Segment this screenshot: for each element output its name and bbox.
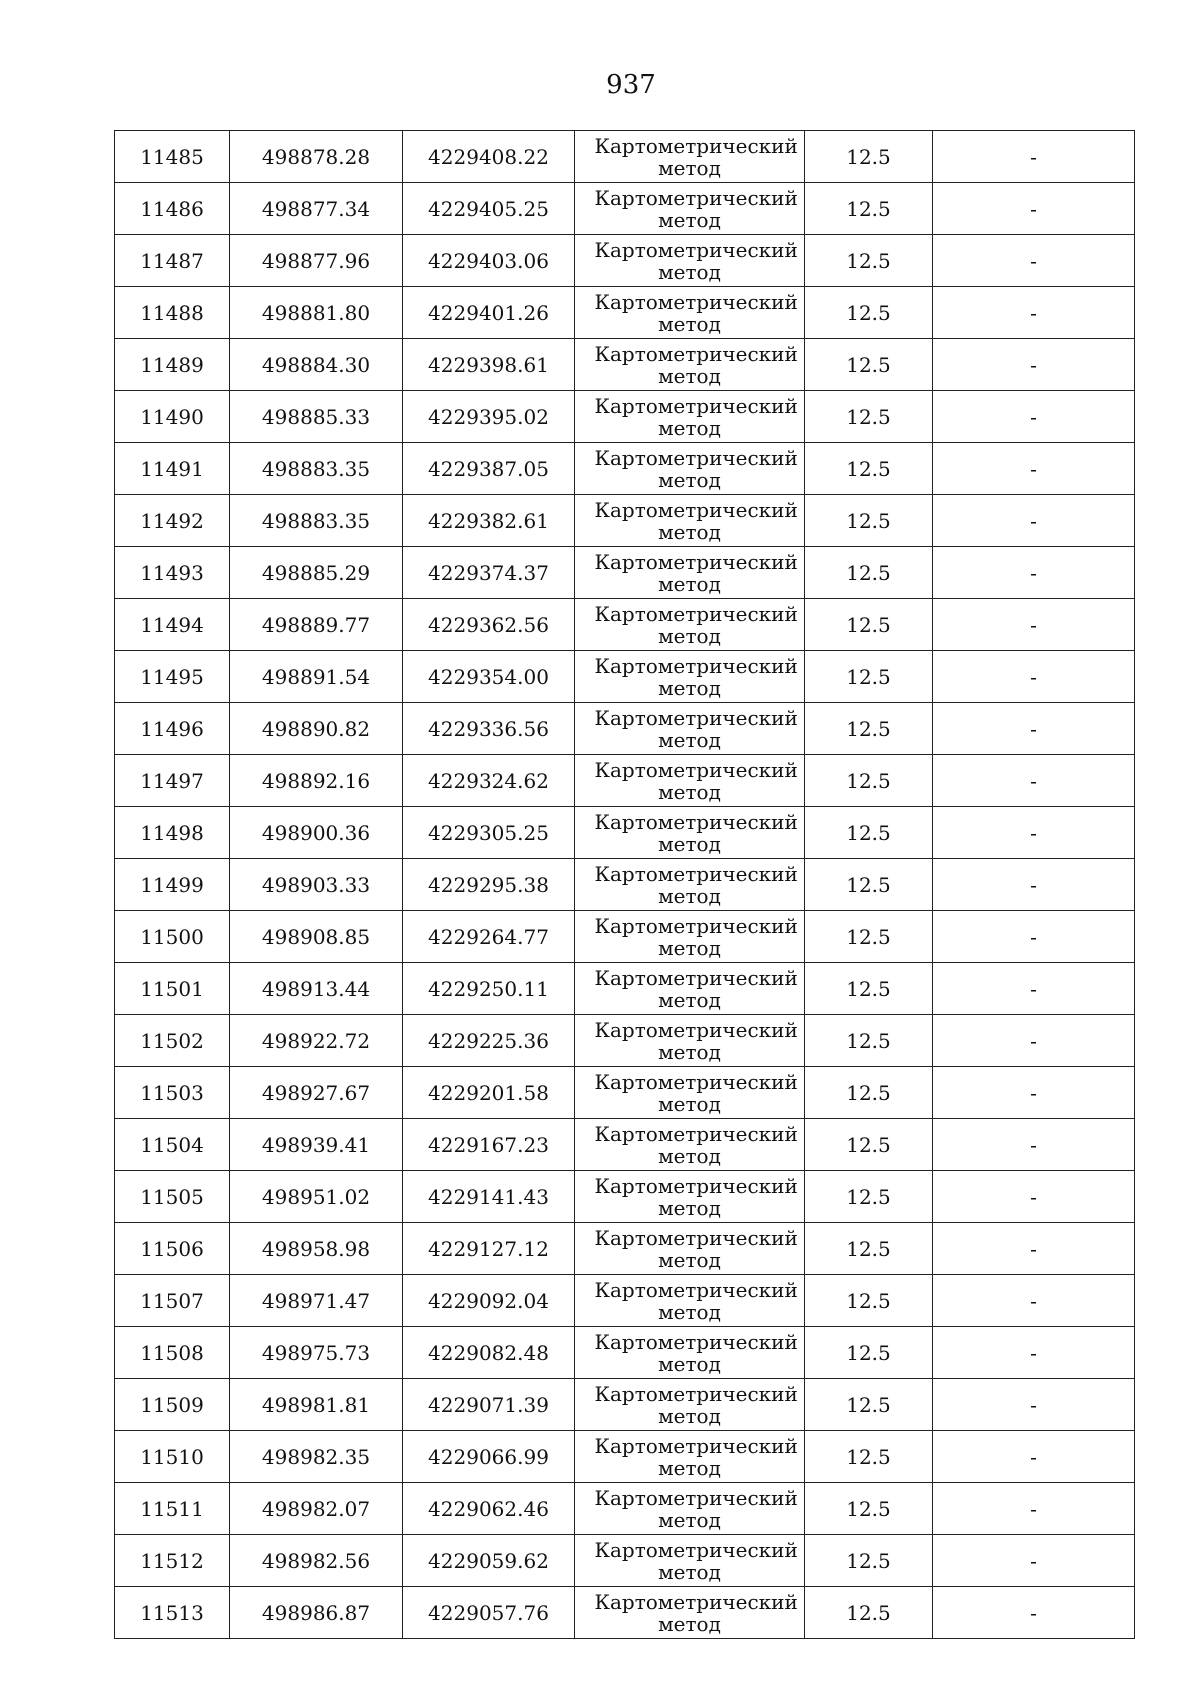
- x-coordinate-cell: 498877.34: [230, 183, 403, 235]
- point-number-cell: 11505: [115, 1171, 230, 1223]
- note-cell: -: [933, 1327, 1135, 1379]
- x-coordinate-cell: 498982.35: [230, 1431, 403, 1483]
- accuracy-cell: 12.5: [805, 391, 933, 443]
- accuracy-cell: 12.5: [805, 1067, 933, 1119]
- table-row: [115, 339, 1135, 391]
- table-row: [115, 1379, 1135, 1431]
- x-coordinate-cell: 498878.28: [230, 131, 403, 183]
- point-number-cell: 11496: [115, 703, 230, 755]
- method-cell: [575, 1431, 805, 1483]
- x-coordinate-cell: 498892.16: [230, 755, 403, 807]
- table-row: [115, 1067, 1135, 1119]
- accuracy-cell: 12.5: [805, 651, 933, 703]
- method-text: Картометрический метод: [594, 1121, 798, 1168]
- y-coordinate-cell: 4229382.61: [403, 495, 575, 547]
- accuracy-cell: 12.5: [805, 339, 933, 391]
- table-row: [115, 1431, 1135, 1483]
- method-text: Картометрический метод: [594, 757, 798, 804]
- y-coordinate-cell: 4229264.77: [403, 911, 575, 963]
- method-text: Картометрический метод: [594, 653, 798, 700]
- accuracy-cell: 12.5: [805, 547, 933, 599]
- accuracy-cell: 12.5: [805, 443, 933, 495]
- coordinates-table: [114, 130, 1135, 1639]
- y-coordinate-cell: 4229225.36: [403, 1015, 575, 1067]
- note-cell: -: [933, 1587, 1135, 1639]
- x-coordinate-cell: 498877.96: [230, 235, 403, 287]
- accuracy-cell: 12.5: [805, 287, 933, 339]
- accuracy-cell: 12.5: [805, 1535, 933, 1587]
- method-cell: [575, 1067, 805, 1119]
- table-row: [115, 183, 1135, 235]
- x-coordinate-cell: 498883.35: [230, 495, 403, 547]
- accuracy-cell: 12.5: [805, 599, 933, 651]
- method-cell: [575, 1171, 805, 1223]
- x-coordinate-cell: 498890.82: [230, 703, 403, 755]
- method-text: Картометрический метод: [594, 1173, 798, 1220]
- point-number-cell: 11507: [115, 1275, 230, 1327]
- point-number-cell: 11485: [115, 131, 230, 183]
- note-cell: -: [933, 391, 1135, 443]
- x-coordinate-cell: 498981.81: [230, 1379, 403, 1431]
- method-cell: [575, 599, 805, 651]
- note-cell: -: [933, 131, 1135, 183]
- x-coordinate-cell: 498939.41: [230, 1119, 403, 1171]
- y-coordinate-cell: 4229405.25: [403, 183, 575, 235]
- x-coordinate-cell: 498903.33: [230, 859, 403, 911]
- y-coordinate-cell: 4229250.11: [403, 963, 575, 1015]
- method-text: Картометрический метод: [594, 1433, 798, 1480]
- y-coordinate-cell: 4229141.43: [403, 1171, 575, 1223]
- y-coordinate-cell: 4229362.56: [403, 599, 575, 651]
- point-number-cell: 11504: [115, 1119, 230, 1171]
- method-cell: [575, 183, 805, 235]
- point-number-cell: 11500: [115, 911, 230, 963]
- point-number-cell: 11491: [115, 443, 230, 495]
- note-cell: -: [933, 1431, 1135, 1483]
- method-cell: [575, 755, 805, 807]
- table-row: [115, 703, 1135, 755]
- x-coordinate-cell: 498913.44: [230, 963, 403, 1015]
- accuracy-cell: 12.5: [805, 807, 933, 859]
- y-coordinate-cell: 4229062.46: [403, 1483, 575, 1535]
- note-cell: -: [933, 1171, 1135, 1223]
- method-text: Картометрический метод: [594, 965, 798, 1012]
- point-number-cell: 11486: [115, 183, 230, 235]
- note-cell: -: [933, 599, 1135, 651]
- point-number-cell: 11511: [115, 1483, 230, 1535]
- method-text: Картометрический метод: [594, 497, 798, 544]
- accuracy-cell: 12.5: [805, 131, 933, 183]
- x-coordinate-cell: 498900.36: [230, 807, 403, 859]
- note-cell: -: [933, 807, 1135, 859]
- method-cell: [575, 443, 805, 495]
- table-row: [115, 1119, 1135, 1171]
- y-coordinate-cell: 4229403.06: [403, 235, 575, 287]
- point-number-cell: 11494: [115, 599, 230, 651]
- method-cell: [575, 287, 805, 339]
- note-cell: -: [933, 495, 1135, 547]
- note-cell: -: [933, 1275, 1135, 1327]
- method-text: Картометрический метод: [594, 1017, 798, 1064]
- accuracy-cell: 12.5: [805, 235, 933, 287]
- y-coordinate-cell: 4229092.04: [403, 1275, 575, 1327]
- method-cell: [575, 963, 805, 1015]
- accuracy-cell: 12.5: [805, 1431, 933, 1483]
- table-row: [115, 599, 1135, 651]
- y-coordinate-cell: 4229127.12: [403, 1223, 575, 1275]
- method-cell: [575, 703, 805, 755]
- method-cell: [575, 1483, 805, 1535]
- point-number-cell: 11489: [115, 339, 230, 391]
- point-number-cell: 11502: [115, 1015, 230, 1067]
- table-row: [115, 1587, 1135, 1639]
- table-row: [115, 235, 1135, 287]
- note-cell: -: [933, 443, 1135, 495]
- method-text: Картометрический метод: [594, 601, 798, 648]
- note-cell: -: [933, 651, 1135, 703]
- method-text: Картометрический метод: [594, 861, 798, 908]
- y-coordinate-cell: 4229401.26: [403, 287, 575, 339]
- point-number-cell: 11513: [115, 1587, 230, 1639]
- accuracy-cell: 12.5: [805, 755, 933, 807]
- method-cell: [575, 339, 805, 391]
- method-text: Картометрический метод: [594, 341, 798, 388]
- y-coordinate-cell: 4229408.22: [403, 131, 575, 183]
- accuracy-cell: 12.5: [805, 1379, 933, 1431]
- point-number-cell: 11501: [115, 963, 230, 1015]
- page-number: 937: [606, 70, 656, 100]
- note-cell: -: [933, 339, 1135, 391]
- table-row: [115, 1327, 1135, 1379]
- y-coordinate-cell: 4229395.02: [403, 391, 575, 443]
- accuracy-cell: 12.5: [805, 911, 933, 963]
- method-text: Картометрический метод: [594, 1381, 798, 1428]
- accuracy-cell: 12.5: [805, 183, 933, 235]
- x-coordinate-cell: 498889.77: [230, 599, 403, 651]
- table-body: [115, 131, 1135, 1639]
- y-coordinate-cell: 4229324.62: [403, 755, 575, 807]
- method-cell: [575, 235, 805, 287]
- method-cell: [575, 1379, 805, 1431]
- table-row: [115, 1535, 1135, 1587]
- y-coordinate-cell: 4229374.37: [403, 547, 575, 599]
- y-coordinate-cell: 4229354.00: [403, 651, 575, 703]
- table-row: [115, 131, 1135, 183]
- x-coordinate-cell: 498883.35: [230, 443, 403, 495]
- method-cell: [575, 547, 805, 599]
- accuracy-cell: 12.5: [805, 859, 933, 911]
- point-number-cell: 11509: [115, 1379, 230, 1431]
- method-text: Картометрический метод: [594, 393, 798, 440]
- method-text: Картометрический метод: [594, 549, 798, 596]
- y-coordinate-cell: 4229336.56: [403, 703, 575, 755]
- y-coordinate-cell: 4229305.25: [403, 807, 575, 859]
- y-coordinate-cell: 4229066.99: [403, 1431, 575, 1483]
- table-row: [115, 807, 1135, 859]
- method-cell: [575, 391, 805, 443]
- point-number-cell: 11495: [115, 651, 230, 703]
- method-text: Картометрический метод: [594, 289, 798, 336]
- x-coordinate-cell: 498971.47: [230, 1275, 403, 1327]
- table-row: [115, 651, 1135, 703]
- method-text: Картометрический метод: [594, 1537, 798, 1584]
- point-number-cell: 11510: [115, 1431, 230, 1483]
- method-cell: [575, 1015, 805, 1067]
- y-coordinate-cell: 4229387.05: [403, 443, 575, 495]
- x-coordinate-cell: 498986.87: [230, 1587, 403, 1639]
- note-cell: -: [933, 963, 1135, 1015]
- note-cell: -: [933, 1379, 1135, 1431]
- accuracy-cell: 12.5: [805, 1015, 933, 1067]
- y-coordinate-cell: 4229057.76: [403, 1587, 575, 1639]
- accuracy-cell: 12.5: [805, 1171, 933, 1223]
- method-text: Картометрический метод: [594, 133, 798, 180]
- table-row: [115, 963, 1135, 1015]
- point-number-cell: 11493: [115, 547, 230, 599]
- note-cell: -: [933, 1223, 1135, 1275]
- accuracy-cell: 12.5: [805, 963, 933, 1015]
- table-row: [115, 1223, 1135, 1275]
- method-text: Картометрический метод: [594, 237, 798, 284]
- point-number-cell: 11490: [115, 391, 230, 443]
- x-coordinate-cell: 498982.56: [230, 1535, 403, 1587]
- x-coordinate-cell: 498881.80: [230, 287, 403, 339]
- point-number-cell: 11499: [115, 859, 230, 911]
- point-number-cell: 11503: [115, 1067, 230, 1119]
- method-cell: [575, 1223, 805, 1275]
- note-cell: -: [933, 235, 1135, 287]
- x-coordinate-cell: 498891.54: [230, 651, 403, 703]
- y-coordinate-cell: 4229071.39: [403, 1379, 575, 1431]
- y-coordinate-cell: 4229082.48: [403, 1327, 575, 1379]
- accuracy-cell: 12.5: [805, 1223, 933, 1275]
- method-text: Картометрический метод: [594, 705, 798, 752]
- x-coordinate-cell: 498884.30: [230, 339, 403, 391]
- table-row: [115, 443, 1135, 495]
- table-row: [115, 547, 1135, 599]
- accuracy-cell: 12.5: [805, 1119, 933, 1171]
- method-text: Картометрический метод: [594, 1069, 798, 1116]
- method-cell: [575, 1119, 805, 1171]
- accuracy-cell: 12.5: [805, 1587, 933, 1639]
- method-cell: [575, 1275, 805, 1327]
- x-coordinate-cell: 498951.02: [230, 1171, 403, 1223]
- table-row: [115, 1275, 1135, 1327]
- note-cell: -: [933, 755, 1135, 807]
- table-row: [115, 1015, 1135, 1067]
- note-cell: -: [933, 547, 1135, 599]
- method-cell: [575, 859, 805, 911]
- method-text: Картометрический метод: [594, 1225, 798, 1272]
- table-row: [115, 495, 1135, 547]
- note-cell: -: [933, 287, 1135, 339]
- y-coordinate-cell: 4229167.23: [403, 1119, 575, 1171]
- note-cell: -: [933, 1119, 1135, 1171]
- method-text: Картометрический метод: [594, 1589, 798, 1636]
- table-row: [115, 1483, 1135, 1535]
- accuracy-cell: 12.5: [805, 1327, 933, 1379]
- note-cell: -: [933, 1535, 1135, 1587]
- x-coordinate-cell: 498922.72: [230, 1015, 403, 1067]
- point-number-cell: 11508: [115, 1327, 230, 1379]
- point-number-cell: 11498: [115, 807, 230, 859]
- x-coordinate-cell: 498975.73: [230, 1327, 403, 1379]
- method-text: Картометрический метод: [594, 1329, 798, 1376]
- y-coordinate-cell: 4229398.61: [403, 339, 575, 391]
- note-cell: -: [933, 859, 1135, 911]
- point-number-cell: 11506: [115, 1223, 230, 1275]
- note-cell: -: [933, 1015, 1135, 1067]
- point-number-cell: 11492: [115, 495, 230, 547]
- accuracy-cell: 12.5: [805, 1275, 933, 1327]
- note-cell: -: [933, 183, 1135, 235]
- method-cell: [575, 495, 805, 547]
- table-row: [115, 755, 1135, 807]
- table-row: [115, 859, 1135, 911]
- method-cell: [575, 131, 805, 183]
- method-text: Картометрический метод: [594, 913, 798, 960]
- y-coordinate-cell: 4229201.58: [403, 1067, 575, 1119]
- accuracy-cell: 12.5: [805, 495, 933, 547]
- table-row: [115, 911, 1135, 963]
- method-cell: [575, 1587, 805, 1639]
- accuracy-cell: 12.5: [805, 703, 933, 755]
- x-coordinate-cell: 498885.33: [230, 391, 403, 443]
- method-cell: [575, 807, 805, 859]
- x-coordinate-cell: 498885.29: [230, 547, 403, 599]
- note-cell: -: [933, 1067, 1135, 1119]
- x-coordinate-cell: 498958.98: [230, 1223, 403, 1275]
- x-coordinate-cell: 498908.85: [230, 911, 403, 963]
- note-cell: -: [933, 1483, 1135, 1535]
- y-coordinate-cell: 4229295.38: [403, 859, 575, 911]
- point-number-cell: 11488: [115, 287, 230, 339]
- method-text: Картометрический метод: [594, 809, 798, 856]
- method-text: Картометрический метод: [594, 185, 798, 232]
- method-text: Картометрический метод: [594, 445, 798, 492]
- accuracy-cell: 12.5: [805, 1483, 933, 1535]
- point-number-cell: 11512: [115, 1535, 230, 1587]
- table-row: [115, 391, 1135, 443]
- point-number-cell: 11487: [115, 235, 230, 287]
- note-cell: -: [933, 911, 1135, 963]
- point-number-cell: 11497: [115, 755, 230, 807]
- table-row: [115, 287, 1135, 339]
- x-coordinate-cell: 498982.07: [230, 1483, 403, 1535]
- method-cell: [575, 911, 805, 963]
- table-row: [115, 1171, 1135, 1223]
- note-cell: -: [933, 703, 1135, 755]
- method-cell: [575, 651, 805, 703]
- method-text: Картометрический метод: [594, 1485, 798, 1532]
- y-coordinate-cell: 4229059.62: [403, 1535, 575, 1587]
- method-cell: [575, 1327, 805, 1379]
- method-cell: [575, 1535, 805, 1587]
- x-coordinate-cell: 498927.67: [230, 1067, 403, 1119]
- method-text: Картометрический метод: [594, 1277, 798, 1324]
